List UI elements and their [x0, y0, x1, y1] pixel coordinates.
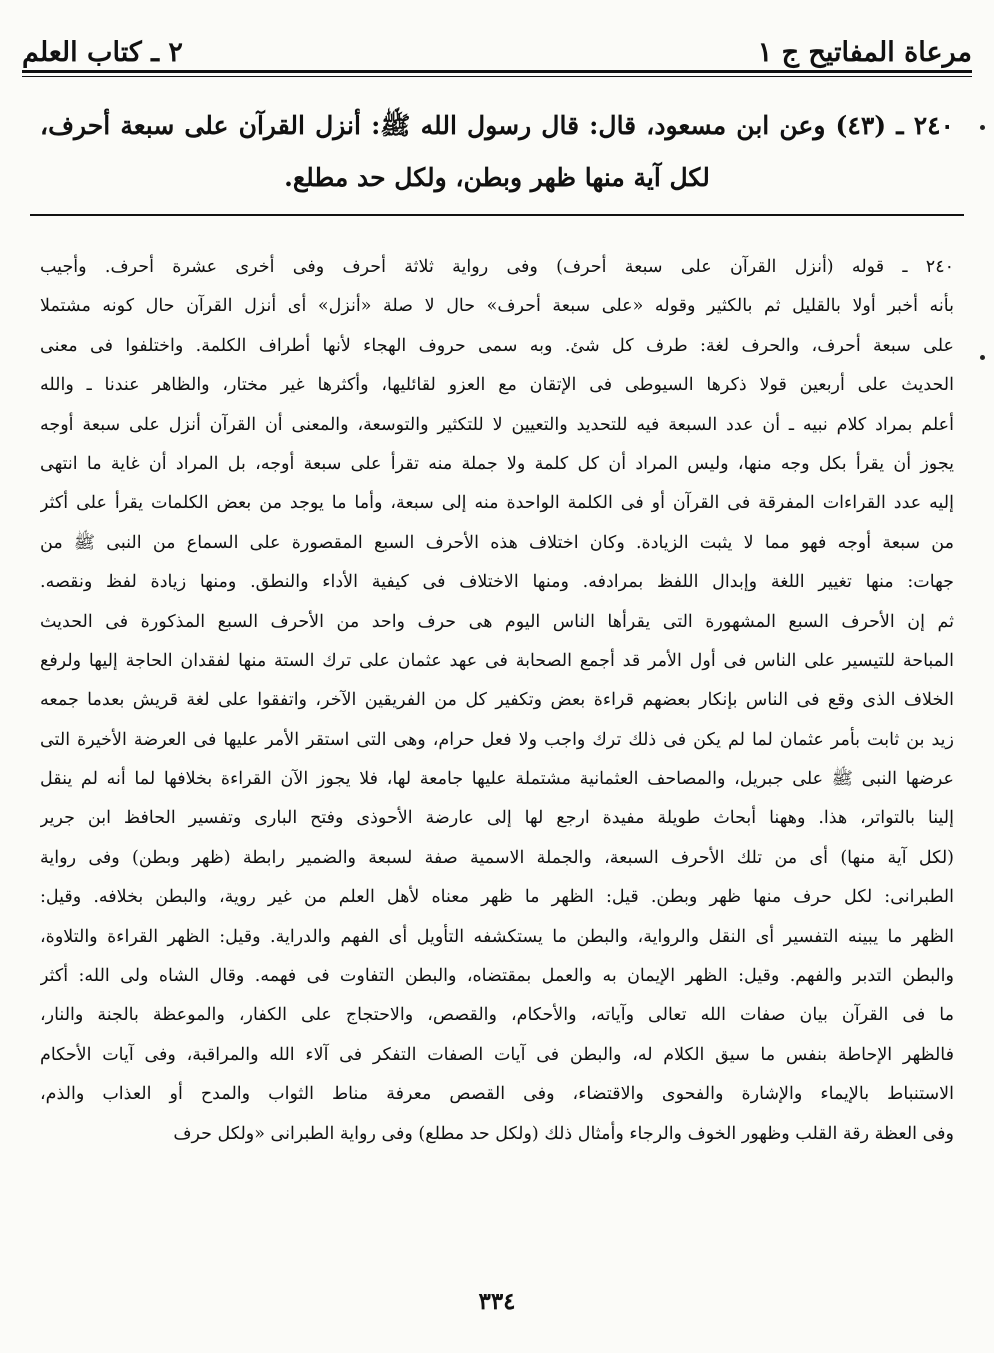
commentary-line: (لكل آية منها) أى من تلك الأحرف السبعة، والجملة الاسمية صفة لسبعة والضمير رابطة (ظهر وبطن) وفى رواية: [40, 847, 954, 868]
commentary-line: على سبعة أحرف، والحرف لغة: طرف كل شئ. وبه سمى حروف الهجاء لأنها أطراف الكلمة. واختلفوا فى معنى: [40, 335, 954, 356]
commentary-line: الطبرانى: لكل حرف منها ظهر وبطن. قيل: الظهر ما ظهر معناه لأهل العلم من غير روية، والبطن بخلافه. وقيل:: [40, 887, 954, 908]
running-header: [22, 18, 972, 68]
margin-mark: [980, 125, 985, 130]
commentary-block: [40, 248, 954, 1154]
page-number: ٣٣٤: [478, 1288, 516, 1315]
commentary-line: زيد بن ثابت بأمر عثمان لما لم يكن فى ذلك ترك واجب ولا فعل حرام، وهى التى استقر الأمر عليها فى العرضة الأخيرة التى: [40, 729, 954, 750]
commentary-line: جهات: منها تغيير اللغة وإبدال اللفظ بمرادفه. ومنها الاختلاف فى كيفية الأداء والنطق. ومنها زيادة لفظ ونقصه.: [40, 572, 954, 593]
commentary-line: الظهر ما يبينه التفسير أى النقل والرواية، والبطن ما يستكشفه التأويل أى الفهم والدراية. وقيل: الظهر القراءة والتلاوة،: [40, 926, 954, 947]
commentary-line: ما فى القرآن بيان صفات الله تعالى وآياته، والأحكام، والقصص، والاحتجاج على الكفار، والموعظة بالجنة والنار،: [40, 1005, 954, 1026]
commentary-line: من سبعة أوجه فهو مما لا يثبت الزيادة. وكان اختلاف هذه الأحرف السبع المقصورة على السماع من النبى ﷺ من: [40, 532, 954, 553]
commentary-line: وفى العظة رقة القلب وظهور الخوف والرجاء وأمثال ذلك (ولكل حد مطلع) وفى رواية الطبرانى «ولكل حرف: [173, 1123, 954, 1144]
chapter-title: ٢ ـ كتاب العلم: [22, 37, 183, 68]
commentary-line: فالظهر الإحاطة بنفس ما سيق الكلام له، والبطن فى آيات الصفات التفكر فى آلاء الله والمراقبة، وفى آيات الأحكام: [40, 1044, 954, 1065]
commentary-line: الحديث على أربعين قولا ذكرها السيوطى فى الإتقان مع العزو لقائليها، وأكثرها غير مختار، والظاهر عندنا ـ والله: [40, 375, 954, 396]
commentary-line: بأنه أخبر أولا بالقليل ثم بالكثير وقوله «على سبعة أحرف» حال لا صلة «أنزل» أى أنزل القرآن حال كونه مشتملا: [40, 296, 954, 317]
commentary-line: أعلم بمراد كلام نبيه ـ أن عدد السبعة فيه للتحديد والتعيين لا للتكثير والتوسعة، والمعنى أن القرآن أنزل على سبعة أوجه: [40, 414, 954, 435]
commentary-line: إليه عدد القراءات المفرقة فى القرآن أو فى الكلمة الواحدة منه إلى سبعة، وأما ما يوجد من بعض الكلمات يقرأ على أكثر: [40, 493, 954, 514]
commentary-line: يجوز أن يقرأ بكل وجه منها، وليس المراد أن كل كلمة ولا جملة منه تقرأ على سبعة أوجه، بل المراد أن غاية ما انتهى: [40, 453, 954, 474]
header-rule-thin: [22, 76, 972, 77]
book-title: مرعاة المفاتيح ج ١: [757, 37, 972, 68]
commentary-line: عرضها النبى ﷺ على جبريل، والمصاحف العثمانية مشتملة عليها جامعة لها، فلا يجوز الآن القراءة بخلافها لما أنه لم ينقل: [40, 769, 954, 790]
commentary-line: إلينا بالتواتر، هذا. وههنا أبحاث طويلة مفيدة ارجع لها إلى عارضة الأحوذى وفتح البارى وتفسير الحافظ ابن جرير: [40, 808, 954, 829]
section-divider: [30, 214, 964, 216]
commentary-line: الاستنباط بالإيماء والإشارة والفحوى والاقتضاء، وفى القصص معرفة مناط الثواب والمدح أو العذاب والذم،: [40, 1084, 954, 1105]
commentary-line: ٢٤٠ ـ قوله (أنزل القرآن على سبعة أحرف) وفى رواية ثلاثة أحرف وفى أخرى عشرة أحرف. وأجيب: [40, 257, 954, 277]
header-rule-thick: [22, 70, 972, 73]
commentary-line: المباحة للتيسير على الناس فى أول الأمر قد أجمع الصحابة فى عهد عثمان على ترك الستة منها لفقدان الحاجة إليها ولرفع: [40, 650, 954, 671]
margin-mark: [980, 355, 985, 360]
hadith-text: ٢٤٠ ـ (٤٣) وعن ابن مسعود، قال: قال رسول الله ﷺ: أنزل القرآن على سبعة أحرف، لكل آية منها ظهر وبطن، ولكل حد مطلع.: [40, 111, 954, 192]
commentary-line: ثم إن الأحرف السبع المشهورة التى يقرأها الناس اليوم هى حرف واحد من الأحرف السبع المذكورة فى الحديث: [40, 611, 954, 632]
commentary-line: والبطن التدبر والفهم. وقيل: الظهر الإيمان به والعمل بمقتضاه، والبطن التفاوت فى فهمه. وقال الشاه ولى الله: أكثر: [40, 966, 954, 987]
commentary-line: الخلاف الذى وقع فى الناس بإنكار بعضهم قراءة بعض وتكفير كل من الفريقين الآخر، واتفقوا على لغة قريش بعدما جمعه: [40, 690, 954, 711]
